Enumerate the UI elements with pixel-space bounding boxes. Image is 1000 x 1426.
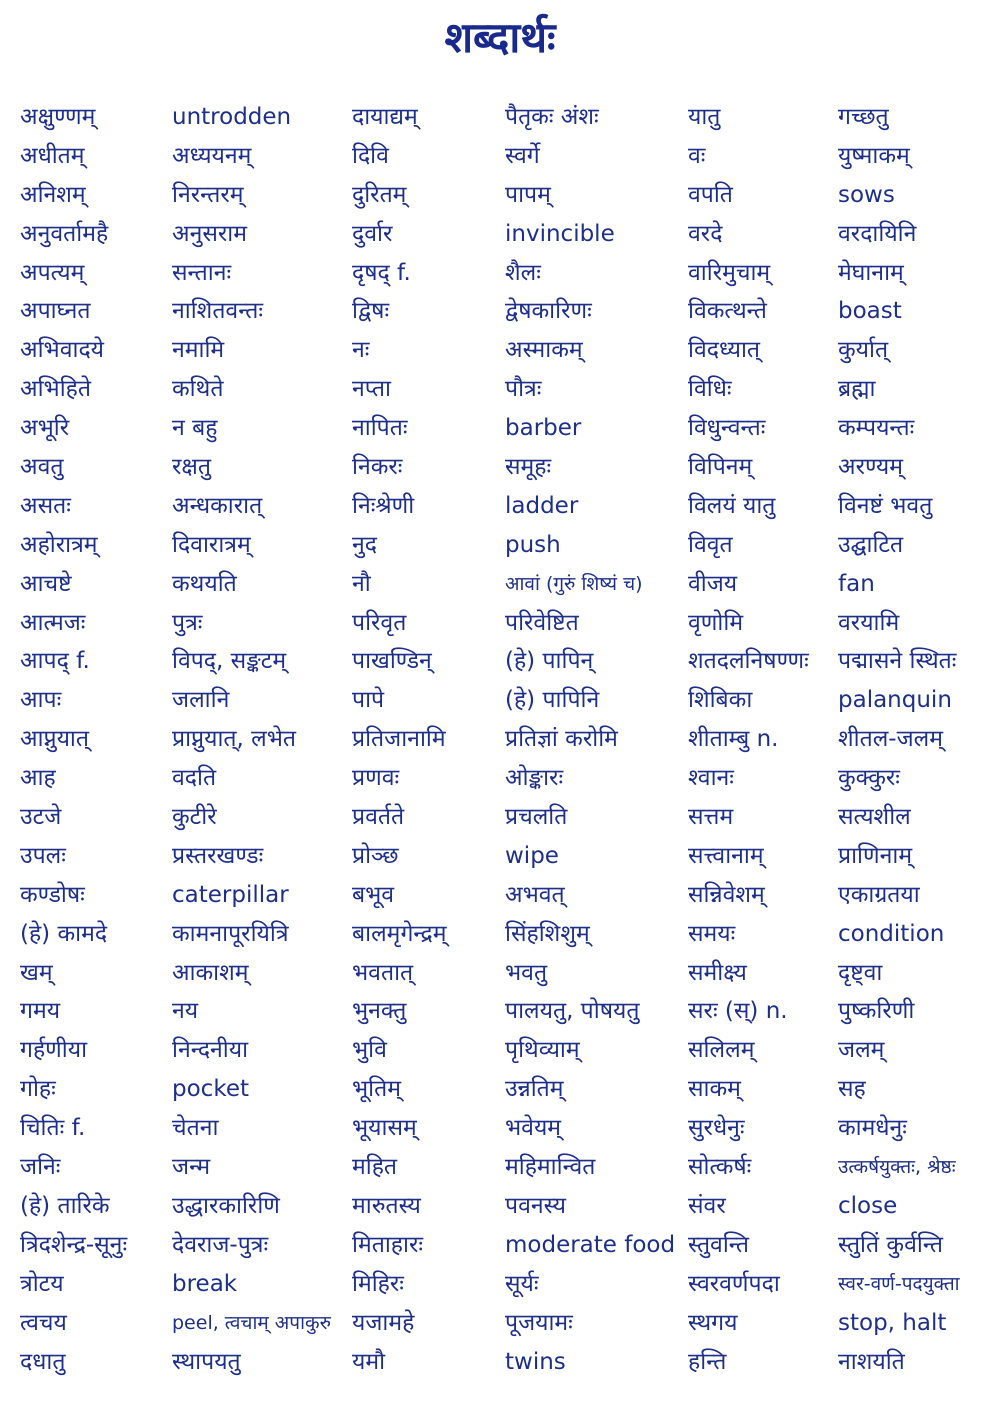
glossary-term: समीक्ष्य bbox=[688, 959, 747, 986]
glossary-meaning: गच्छतु bbox=[838, 104, 889, 130]
glossary-term: भुनक्तु bbox=[352, 998, 407, 1025]
glossary-row bbox=[0, 759, 1000, 798]
glossary-term: निःश्रेणी bbox=[352, 492, 415, 519]
glossary-row bbox=[0, 1109, 1000, 1148]
glossary-meaning: पवनस्य bbox=[505, 1192, 566, 1219]
glossary-row bbox=[0, 1343, 1000, 1382]
glossary-meaning: सन्तानः bbox=[172, 259, 232, 286]
glossary-meaning: विनष्टं भवतु bbox=[838, 492, 933, 519]
glossary-term: यातु bbox=[688, 104, 721, 130]
glossary-meaning: पुत्रः bbox=[172, 609, 203, 636]
glossary-meaning: पुष्करिणी bbox=[838, 998, 915, 1025]
glossary-term: संवर bbox=[688, 1192, 726, 1219]
glossary-meaning: मेघानाम् bbox=[838, 259, 904, 286]
glossary-term: आह bbox=[20, 765, 56, 792]
glossary-term: अवतु bbox=[20, 454, 64, 481]
glossary-row bbox=[0, 1304, 1000, 1343]
glossary-term: भूतिम् bbox=[352, 1076, 401, 1103]
glossary-meaning: युष्माकम् bbox=[838, 142, 910, 169]
glossary-term: अभिहिते bbox=[20, 376, 91, 403]
glossary-term: नौ bbox=[352, 570, 371, 597]
glossary-term: दायाद्यम् bbox=[352, 104, 418, 130]
glossary-row bbox=[0, 798, 1000, 837]
glossary-meaning: पद्मासने स्थितः bbox=[838, 648, 957, 675]
glossary-term: (हे) तारिके bbox=[20, 1192, 110, 1219]
glossary-meaning: न बहु bbox=[172, 415, 218, 442]
glossary-meaning: पैतृकः अंशः bbox=[505, 104, 599, 130]
glossary-meaning: पौत्रः bbox=[505, 376, 542, 403]
glossary-meaning: boast bbox=[838, 298, 902, 325]
glossary-term: त्रोटय bbox=[20, 1270, 64, 1297]
glossary-meaning: प्रस्तरखण्डः bbox=[172, 842, 264, 869]
glossary-term: श्वानः bbox=[688, 765, 734, 792]
glossary-term: विकत्थन्ते bbox=[688, 298, 767, 325]
glossary-term: समयः bbox=[688, 920, 736, 947]
glossary-term: सरः (स्) n. bbox=[688, 998, 788, 1025]
glossary-row bbox=[0, 98, 1000, 137]
glossary-meaning: आकाशम् bbox=[172, 959, 249, 986]
glossary-meaning: सूर्यः bbox=[505, 1270, 539, 1297]
glossary-term: शिबिका bbox=[688, 687, 753, 714]
glossary-row bbox=[0, 720, 1000, 759]
glossary-meaning: स्वर्गे bbox=[505, 142, 540, 169]
glossary-row bbox=[0, 292, 1000, 331]
glossary-row bbox=[0, 1265, 1000, 1304]
glossary-meaning: शैलः bbox=[505, 259, 541, 286]
glossary-row bbox=[0, 642, 1000, 681]
glossary-meaning: अन्धकारात् bbox=[172, 492, 263, 519]
glossary-meaning: moderate food bbox=[505, 1231, 676, 1258]
glossary-term: प्रोञ्छ bbox=[352, 842, 399, 869]
glossary-row bbox=[0, 331, 1000, 370]
glossary-row bbox=[0, 1031, 1000, 1070]
glossary-meaning: stop, halt bbox=[838, 1309, 947, 1336]
glossary-term: आपः bbox=[20, 687, 62, 714]
glossary-term: सत्तम bbox=[688, 804, 734, 831]
glossary-term: त्वचय bbox=[20, 1309, 67, 1336]
glossary-meaning: fan bbox=[838, 570, 875, 597]
glossary-meaning: सत्यशील bbox=[838, 804, 911, 831]
glossary-meaning: वरयामि bbox=[838, 609, 900, 636]
glossary-meaning: कुर्यात् bbox=[838, 337, 889, 364]
glossary-meaning: ladder bbox=[505, 492, 579, 519]
glossary-term: विलयं यातु bbox=[688, 492, 776, 519]
glossary-meaning: वरदायिनि bbox=[838, 220, 917, 247]
glossary-term: वीजय bbox=[688, 570, 738, 597]
glossary-meaning: कुक्कुरः bbox=[838, 765, 900, 792]
glossary-meaning: महिमान्वित bbox=[505, 1154, 596, 1181]
glossary-row bbox=[0, 876, 1000, 915]
glossary-meaning: अभवत् bbox=[505, 881, 565, 908]
glossary-meaning: स्वर-वर्ण-पदयुक्ता bbox=[838, 1272, 960, 1295]
glossary-term: सत्त्वानाम् bbox=[688, 842, 764, 869]
glossary-term: भूयासम् bbox=[352, 1115, 417, 1142]
glossary-term: बालमृगेन्द्रम् bbox=[352, 920, 447, 947]
glossary-meaning: जलानि bbox=[172, 687, 230, 714]
glossary-meaning: पूजयामः bbox=[505, 1309, 573, 1336]
glossary-meaning: जलम् bbox=[838, 1037, 885, 1064]
glossary-term: आप्नुयात् bbox=[20, 726, 89, 753]
glossary-meaning: निन्दनीया bbox=[172, 1037, 249, 1064]
glossary-meaning: सिंहशिशुम् bbox=[505, 920, 590, 947]
glossary-meaning: शीतल-जलम् bbox=[838, 726, 944, 753]
glossary-meaning: प्राणिनाम् bbox=[838, 842, 913, 869]
glossary-term: वृणोमि bbox=[688, 609, 744, 636]
glossary-meaning: पापम् bbox=[505, 181, 551, 208]
glossary-meaning: दृष्ट्वा bbox=[838, 959, 883, 986]
glossary-meaning: wipe bbox=[505, 842, 559, 869]
glossary-meaning: उद्घाटित bbox=[838, 531, 904, 558]
glossary-term: सोत्कर्षः bbox=[688, 1154, 752, 1181]
glossary-term: जनिः bbox=[20, 1154, 61, 1181]
glossary-meaning: कथिते bbox=[172, 376, 224, 403]
glossary-meaning: द्वेषकारिणः bbox=[505, 298, 592, 325]
glossary-term: चितिः f. bbox=[20, 1115, 86, 1142]
glossary-meaning: palanquin bbox=[838, 687, 952, 714]
glossary-meaning: नाशयति bbox=[838, 1348, 905, 1375]
glossary-meaning: रक्षतु bbox=[172, 454, 212, 481]
glossary-term: अपत्यम् bbox=[20, 259, 85, 286]
glossary-meaning: push bbox=[505, 531, 561, 558]
glossary-meaning: पालयतु, पोषयतु bbox=[505, 998, 640, 1025]
glossary-row bbox=[0, 1187, 1000, 1226]
glossary-meaning: caterpillar bbox=[172, 881, 289, 908]
glossary-term: यमौ bbox=[352, 1348, 386, 1375]
glossary-row bbox=[0, 837, 1000, 876]
glossary-meaning: कथयति bbox=[172, 570, 237, 597]
glossary-meaning: twins bbox=[505, 1348, 566, 1375]
glossary-term: भुवि bbox=[352, 1037, 387, 1064]
glossary-term: अक्षुण्णम् bbox=[20, 104, 96, 130]
glossary-meaning: समूहः bbox=[505, 454, 552, 481]
glossary-term: मिताहारः bbox=[352, 1231, 424, 1258]
glossary-table bbox=[0, 98, 1000, 1381]
glossary-term: गोहः bbox=[20, 1076, 56, 1103]
glossary-meaning: स्तुतिं कुर्वन्ति bbox=[838, 1231, 944, 1258]
glossary-meaning: कामधेनुः bbox=[838, 1115, 907, 1142]
glossary-term: पाखण्डिन् bbox=[352, 648, 432, 675]
glossary-term: स्वरवर्णपदा bbox=[688, 1270, 780, 1297]
glossary-term: प्रवर्तते bbox=[352, 804, 405, 831]
glossary-meaning: जन्म bbox=[172, 1154, 211, 1181]
glossary-term: दधातु bbox=[20, 1348, 66, 1375]
page-title: शब्दार्थः bbox=[444, 13, 556, 62]
glossary-meaning: एकाग्रतया bbox=[838, 881, 920, 908]
glossary-meaning: सह bbox=[838, 1076, 866, 1103]
glossary-term: महित bbox=[352, 1154, 398, 1181]
glossary-row bbox=[0, 487, 1000, 526]
glossary-term: उपलः bbox=[20, 842, 66, 869]
glossary-term: नुद bbox=[352, 531, 377, 558]
glossary-meaning: peel, त्वचाम् अपाकुरु bbox=[172, 1311, 331, 1334]
glossary-term: विवृत bbox=[688, 531, 733, 558]
glossary-row bbox=[0, 137, 1000, 176]
glossary-meaning: परिवेष्टित bbox=[505, 609, 579, 636]
glossary-term: आत्मजः bbox=[20, 609, 86, 636]
glossary-term: मिहिरः bbox=[352, 1270, 404, 1297]
glossary-meaning: अनुसराम bbox=[172, 220, 248, 247]
glossary-term: यजामहे bbox=[352, 1309, 415, 1336]
glossary-term: दृषद् f. bbox=[352, 259, 411, 286]
glossary-meaning: प्रचलति bbox=[505, 804, 568, 831]
glossary-term: वारिमुचाम् bbox=[688, 259, 771, 286]
glossary-row bbox=[0, 1148, 1000, 1187]
glossary-term: त्रिदशेन्द्र-सूनुः bbox=[20, 1231, 128, 1258]
glossary-term: विदध्यात् bbox=[688, 337, 761, 364]
glossary-term: पापे bbox=[352, 687, 385, 714]
glossary-row bbox=[0, 370, 1000, 409]
glossary-term: उटजे bbox=[20, 804, 62, 831]
glossary-term: नापितः bbox=[352, 415, 408, 442]
glossary-term: आपद् f. bbox=[20, 648, 90, 675]
glossary-term: मारुतस्य bbox=[352, 1192, 421, 1219]
glossary-meaning: वदति bbox=[172, 765, 217, 792]
glossary-meaning: विपद्, सङ्कटम् bbox=[172, 648, 287, 675]
glossary-term: विधुन्वन्तः bbox=[688, 415, 766, 442]
glossary-meaning: नाशितवन्तः bbox=[172, 298, 264, 325]
glossary-meaning: चेतना bbox=[172, 1115, 219, 1142]
glossary-term: शतदलनिषण्णः bbox=[688, 648, 809, 675]
glossary-term: विपिनम् bbox=[688, 454, 753, 481]
glossary-meaning: भवतु bbox=[505, 959, 548, 986]
glossary-row bbox=[0, 215, 1000, 254]
glossary-meaning: कम्पयन्तः bbox=[838, 415, 915, 442]
glossary-term: प्रतिजानामि bbox=[352, 726, 446, 753]
glossary-row bbox=[0, 1226, 1000, 1265]
glossary-term: कण्डोषः bbox=[20, 881, 85, 908]
glossary-row bbox=[0, 448, 1000, 487]
glossary-meaning: प्राप्नुयात्, लभेत bbox=[172, 726, 297, 753]
glossary-meaning: कामनापूरयित्रि bbox=[172, 920, 289, 947]
glossary-meaning: (हे) पापिन् bbox=[505, 648, 594, 675]
glossary-term: गर्हणीया bbox=[20, 1037, 88, 1064]
glossary-term: अनिशम् bbox=[20, 181, 86, 208]
glossary-term: अधीतम् bbox=[20, 142, 85, 169]
glossary-term: सन्निवेशम् bbox=[688, 881, 765, 908]
glossary-meaning: break bbox=[172, 1270, 238, 1297]
glossary-row bbox=[0, 954, 1000, 993]
glossary-row bbox=[0, 254, 1000, 293]
glossary-meaning: अस्माकम् bbox=[505, 337, 583, 364]
glossary-term: आचष्टे bbox=[20, 570, 72, 597]
glossary-term: परिवृत bbox=[352, 609, 407, 636]
glossary-term: (हे) कामदे bbox=[20, 920, 108, 947]
glossary-term: निकरः bbox=[352, 454, 403, 481]
glossary-meaning: स्थापयतु bbox=[172, 1348, 241, 1375]
glossary-term: वरदे bbox=[688, 220, 723, 247]
glossary-term: साकम् bbox=[688, 1076, 741, 1103]
glossary-row bbox=[0, 915, 1000, 954]
glossary-meaning: कुटीरे bbox=[172, 804, 217, 831]
glossary-term: वपति bbox=[688, 181, 733, 208]
glossary-meaning: उन्नतिम् bbox=[505, 1076, 564, 1103]
glossary-row bbox=[0, 565, 1000, 604]
glossary-meaning: barber bbox=[505, 415, 582, 442]
glossary-term: असतः bbox=[20, 492, 71, 519]
glossary-meaning: उद्धारकारिणि bbox=[172, 1192, 280, 1219]
glossary-meaning: देवराज-पुत्रः bbox=[172, 1231, 269, 1258]
glossary-term: विधिः bbox=[688, 376, 732, 403]
glossary-term: सुरधेनुः bbox=[688, 1115, 745, 1142]
glossary-meaning: ओङ्कारः bbox=[505, 765, 564, 792]
glossary-term: वः bbox=[688, 142, 706, 169]
glossary-term: दुरितम् bbox=[352, 181, 407, 208]
glossary-meaning: प्रतिज्ञां करोमि bbox=[505, 726, 618, 753]
glossary-term: दिवि bbox=[352, 142, 389, 169]
glossary-term: अपाघ्नत bbox=[20, 298, 91, 325]
glossary-term: स्तुवन्ति bbox=[688, 1231, 749, 1258]
glossary-meaning: pocket bbox=[172, 1076, 249, 1103]
glossary-meaning: नमामि bbox=[172, 337, 225, 364]
glossary-row bbox=[0, 176, 1000, 215]
glossary-meaning: दिवारात्रम् bbox=[172, 531, 251, 558]
glossary-meaning: (हे) पापिनि bbox=[505, 687, 600, 714]
glossary-meaning: भवेयम् bbox=[505, 1115, 562, 1142]
glossary-term: द्विषः bbox=[352, 298, 390, 325]
glossary-term: हन्ति bbox=[688, 1348, 727, 1375]
glossary-meaning: sows bbox=[838, 181, 895, 208]
glossary-term: अहोरात्रम् bbox=[20, 531, 98, 558]
glossary-term: गमय bbox=[20, 998, 61, 1025]
glossary-meaning: untrodden bbox=[172, 104, 292, 130]
glossary-meaning: close bbox=[838, 1192, 898, 1219]
glossary-term: भवतात् bbox=[352, 959, 414, 986]
glossary-meaning: अरण्यम् bbox=[838, 454, 903, 481]
glossary-row bbox=[0, 526, 1000, 565]
glossary-term: अनुवर्तामहै bbox=[20, 220, 109, 247]
glossary-row bbox=[0, 681, 1000, 720]
glossary-term: सलिलम् bbox=[688, 1037, 755, 1064]
glossary-term: नप्ता bbox=[352, 376, 391, 403]
glossary-meaning: उत्कर्षयुक्तः, श्रेष्ठः bbox=[838, 1156, 956, 1179]
glossary-term: अभिवादये bbox=[20, 337, 104, 364]
glossary-term: दुर्वार bbox=[352, 220, 393, 247]
glossary-term: प्रणवः bbox=[352, 765, 400, 792]
glossary-meaning: invincible bbox=[505, 220, 615, 247]
glossary-term: नः bbox=[352, 337, 370, 364]
glossary-row bbox=[0, 1070, 1000, 1109]
glossary-row bbox=[0, 992, 1000, 1031]
glossary-row bbox=[0, 604, 1000, 643]
glossary-meaning: निरन्तरम् bbox=[172, 181, 244, 208]
glossary-meaning: पृथिव्याम् bbox=[505, 1037, 580, 1064]
glossary-term: अभूरि bbox=[20, 415, 70, 442]
glossary-meaning: condition bbox=[838, 920, 945, 947]
glossary-meaning: ब्रह्मा bbox=[838, 376, 876, 403]
glossary-term: खम् bbox=[20, 959, 53, 986]
glossary-meaning: अध्ययनम् bbox=[172, 142, 252, 169]
glossary-term: स्थगय bbox=[688, 1309, 738, 1336]
glossary-meaning: नय bbox=[172, 998, 199, 1025]
glossary-row bbox=[0, 409, 1000, 448]
glossary-term: बभूव bbox=[352, 881, 395, 908]
glossary-meaning: आवां (गुरुं शिष्यं च) bbox=[505, 572, 643, 595]
glossary-term: शीताम्बु n. bbox=[688, 726, 779, 753]
